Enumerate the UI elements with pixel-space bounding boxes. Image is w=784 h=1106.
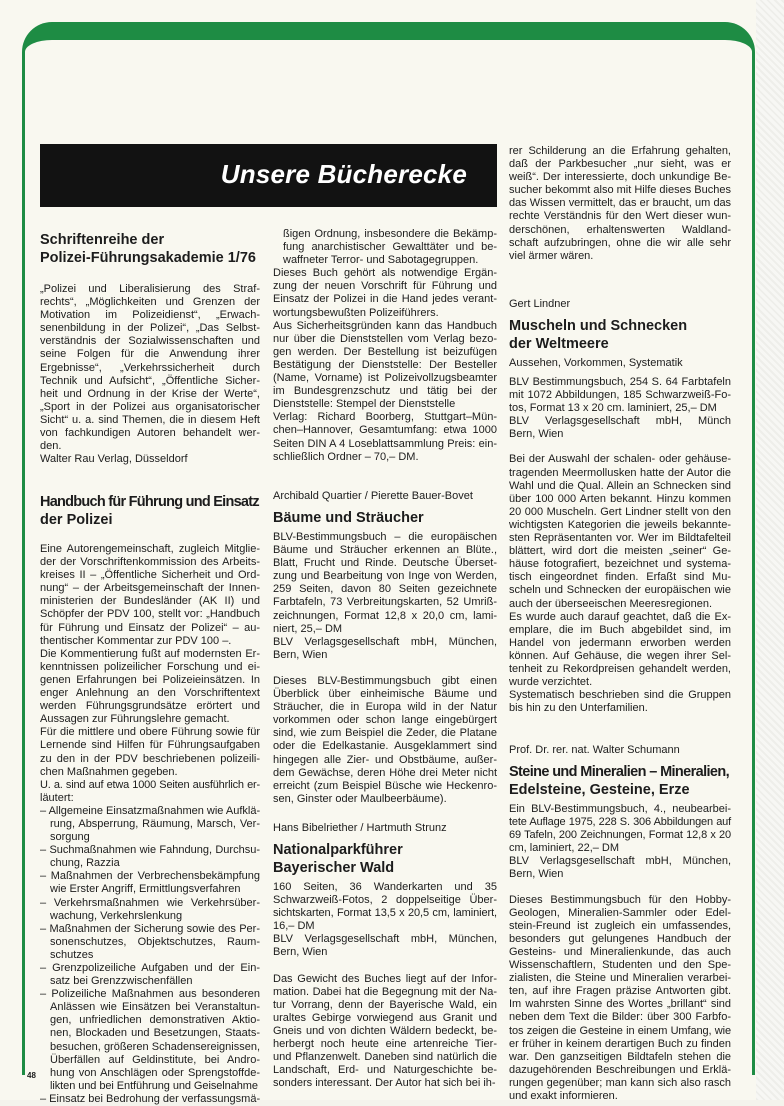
text-line: ministerien der Bundesländer (AK II) und (40, 595, 260, 608)
list-item (40, 988, 260, 1093)
text-line: Systematisch beschrieben sind die Gruppen (509, 689, 731, 702)
article-review (509, 145, 731, 263)
text-line: Gesteins- und Mineralienkunde, das auch (509, 945, 731, 958)
article-heading (509, 763, 731, 799)
text-line: tos, Format 13 x 20 cm. laminiert, 25,– DM (509, 402, 717, 415)
book-details (509, 376, 731, 415)
article-heading (509, 317, 731, 353)
page-title: Unsere Bücherecke (220, 159, 467, 189)
text-line: Wissenschaftlern, Studenten und den Spe- (509, 959, 731, 972)
article-author: Archibald Quartier / Pierette Bauer-Bovet (273, 490, 473, 502)
text-line: Blatt, Frucht und Rinde. Deutsche Überset- (273, 557, 497, 570)
text-line: oder die Edelkastanie. Ausgeklammert sind (273, 740, 497, 753)
text-line: Bestätigung der Dienststelle: Der Besteller (273, 358, 497, 371)
text-line: tete Auflage 1975, 228 S. 306 Abbildungen auf (509, 816, 731, 829)
text-line: gen werden. Der Bestellung ist beizufügen (273, 345, 497, 358)
text-line: satz bei Grenzzwischenfällen (50, 975, 193, 988)
text-line: genen Erfahrungen bei Polizeieinsätzen. In (40, 673, 260, 686)
text-line: BLV Verlagsgesellschaft mbH, München, (273, 635, 497, 648)
text-line: Das Gewicht des Buches liegt auf der Infor- (273, 972, 497, 985)
text-line: nung“ – der Arbeitsgemeinschaft der Innen- (40, 582, 260, 595)
text-line: für Führung und Einsatz der Polizei“ – au- (40, 621, 260, 634)
list-item (40, 1093, 260, 1106)
text-line: thentischer Kommentar zur PDV 100 –. (40, 634, 232, 647)
text-line: senenbildung in der Polizei“, „Das Selbst- (40, 322, 260, 335)
text-line: Verlag: Richard Boorberg, Stuttgart–Mün- (273, 411, 497, 424)
text-line: besonders gut gelungenes Handbuch der (509, 932, 731, 945)
text-line: 20 000 Muscheln. Gert Lindner stellt von den (509, 505, 731, 518)
text-line: rung, Absperrung, Räumung, Marsch, Ver- (50, 817, 260, 830)
text-line: werden Führungsgrundsätze erörtert und (40, 700, 260, 713)
list-item (40, 844, 260, 870)
text-line: Bern, Wien (273, 648, 328, 661)
book-details (509, 803, 731, 855)
text-line: chen–Hannover, Gesamtumfang: etwa 1000 (273, 424, 497, 437)
book-subtitle: Aussehen, Vorkommen, Systematik (509, 357, 683, 369)
text-line: Aussagen zur Führungslehre gemacht. (40, 713, 230, 726)
list-item (40, 923, 260, 962)
text-line: Walter Rau Verlag, Düsseldorf (40, 453, 188, 466)
text-line: verständnis der Sozialwissenschaften und (40, 335, 260, 348)
text-line: tenheit zu Rekordpreisen gehandelt werden, (509, 662, 731, 675)
heading-line: der Polizei (40, 512, 113, 528)
text-line: waffneter Terror- und Sabotagegruppen. (283, 254, 479, 267)
article-review (509, 453, 731, 610)
text-line: Dieses Buch gehört als notwendige Ergän- (273, 267, 497, 280)
text-line: gen, unfriedlichen demonstrativen Aktio- (50, 1014, 260, 1027)
text-line: rechte Verständnis für den Wert dieser wun- (509, 210, 731, 223)
heading-line: der Weltmeere (509, 336, 609, 352)
text-line: „Polizei und Liberalisierung des Straf- (40, 283, 260, 295)
text-line: Bern, Wien (509, 428, 564, 441)
text-line: über 100 000 Arten bekannt. Hinzu kommen (509, 492, 731, 505)
article-review (273, 675, 497, 806)
article-steine (509, 744, 731, 1103)
text-line: niert, 25,– DM (273, 622, 343, 635)
text-line: Gneis und von dichten Wäldern bedeckt, be- (273, 1024, 497, 1037)
text-line: – Grenzpolizeiliche Aufgaben und der Ein- (40, 962, 260, 974)
text-line: Ein BLV-Bestimmungsbuch, 4., neubearbei- (509, 803, 731, 815)
article-nationalpark-continued (509, 145, 731, 263)
text-line: erreicht (zum Beispiel Büsche wie Heckenro- (273, 779, 497, 792)
text-line: auch der überseeischen Meeresregionen. (509, 597, 713, 610)
heading-line: Handbuch für Führung und Einsatz (40, 494, 259, 510)
text-line: chung, Razzia (50, 857, 120, 870)
text-line: Einsatz der Polizei in die Hand jedes verant- (273, 293, 497, 306)
list-item (40, 897, 260, 923)
text-line: er früher in keinem derartigen Buch zu finden (509, 1037, 731, 1050)
green-frame-right (752, 70, 755, 1075)
text-line: Bei der Auswahl der schalen- oder gehäuse- (509, 453, 731, 466)
text-line: und exakt informieren. (509, 1089, 618, 1102)
text-line: „Sport in der Polizei aus organisatorischer (40, 400, 260, 413)
heading-line: Muscheln und Schnecken (509, 318, 688, 334)
article-body (40, 726, 260, 778)
article-body (40, 648, 260, 727)
text-line: sonenschutzes, Objektschutzes, Raum- (50, 935, 260, 948)
text-line: Es wurde auch darauf geachtet, daß die Ex- (509, 610, 731, 623)
topic-list (40, 805, 260, 1106)
text-line: Ergebnisse“, „Verkehrssicherheit durch (40, 361, 260, 374)
text-line: nen, Blockaden und Besetzungen, Staats- (50, 1027, 260, 1040)
text-line: tragenden Meermollusken hatte der Autor die (509, 466, 731, 479)
text-line: uraltes Gebirge vorwiegend aus Granit und (273, 1011, 497, 1024)
text-line: rechts“, „Möglichkeiten und Grenzen der (40, 296, 260, 309)
text-line: sorgung (50, 831, 90, 844)
text-line: schließlich Ordner – 70,– DM. (273, 450, 419, 463)
text-line: im Bundesgrenzschutz und tätig bei der (273, 385, 497, 398)
text-line: Schwarzweiß-Fotos, 2 doppelseitige Über- (273, 894, 497, 907)
text-line: der der Vorschriftenkommission des Arbeits- (40, 556, 260, 569)
text-line: zu den in der PDV beschriebenen polizeili- (40, 752, 260, 765)
text-line: Lernende sind Hilfen für Führungsaufgaben (40, 739, 260, 752)
text-line: 160 Seiten, 36 Wanderkarten und 35 (273, 881, 497, 893)
text-line: nur über die Dienststellen vom Verlag bezo- (273, 332, 497, 345)
green-frame-top (22, 22, 755, 82)
text-line: Überblick über einheimische Bäume und (273, 688, 497, 701)
text-line: wurde verzichtet. (509, 676, 593, 689)
book-publisher (273, 933, 497, 959)
article-muscheln (509, 298, 731, 715)
text-line: – Polizeiliche Maßnahmen aus besonderen (40, 988, 260, 1001)
article-handbuch (40, 493, 260, 1106)
text-line: mation. Dabei hat die Begegnung mit der Na- (273, 985, 497, 998)
text-line: tisch eingeordnet finden. Erfaßt sind Mu- (509, 571, 731, 584)
text-line: Aus Sicherheitsgründen kann das Handbuch (273, 319, 497, 332)
text-line: tur Vorrang, denn der Bayerische Wald, ein (273, 998, 497, 1011)
text-line: – Maßnahmen der Sicherung sowie des Per- (40, 922, 260, 935)
list-item-continued (273, 228, 497, 267)
article-heading (40, 493, 260, 529)
article-review (509, 689, 731, 715)
article-heading (273, 841, 497, 877)
text-line: und Pflanzenwelt. Daneben sind natürlich die (273, 1051, 497, 1064)
text-line: Technik und Aufsicht“, „Öffentliche Sicher- (40, 374, 260, 387)
heading-line: Polizei-Führungsakademie 1/76 (40, 250, 256, 266)
book-details (273, 881, 497, 933)
text-line: herbergt noch heute eine artenreiche Tier- (273, 1038, 497, 1051)
article-nationalpark (273, 822, 497, 1090)
text-line: viel ärmer wären. (509, 249, 594, 262)
text-line: Dienststelle: Stempel der Dienststelle (273, 398, 456, 411)
article-heading (273, 509, 497, 527)
text-line: dem Gewächse, deren Höhe drei Meter nicht (273, 766, 497, 779)
text-line: wortungsbewußten Polizeiführers. (273, 306, 439, 319)
text-line: Anlässen wie Einsätzen bei Veranstaltun- (50, 1001, 260, 1014)
text-line: BLV-Bestimmungsbuch – die europäischen (273, 531, 497, 543)
text-line: – Maßnahmen der Verbrechensbekämpfung (40, 870, 260, 883)
article-schriftenreihe (40, 231, 260, 466)
green-frame-left (22, 70, 25, 1075)
text-line: mit 1072 Abbildungen, 185 Schwarzweiß-Fo- (509, 389, 731, 402)
text-line: fung anarchistischer Gewalttäter und be- (283, 241, 497, 254)
text-line: – Allgemeine Einsatzmaßnahmen wie Aufklä- (40, 804, 261, 817)
text-line: derschönen, erhaltenswerten Waldland- (509, 223, 731, 236)
article-handbuch-continued (273, 228, 497, 464)
text-line: BLV Verlagsgesellschaft mbH, München, (273, 933, 497, 946)
text-line: 259 Seiten, davon 80 Seiten gezeichnete (273, 583, 497, 596)
text-line: likten und bei Entführung und Geiselnahme (50, 1079, 258, 1092)
text-line: hingegen alle Zier- und Obstbäume, außer- (273, 753, 497, 766)
text-line: – Verkehrsmaßnahmen wie Verkehrsüber- (40, 896, 260, 909)
heading-line: Schriftenreihe der (40, 232, 165, 248)
text-line: weiß“. Der interessierte, doch unkundige Be- (509, 171, 731, 184)
article-body (273, 411, 497, 463)
text-line: seine Folgen für die Anwendung ihrer (40, 348, 260, 361)
text-line: BLV Verlagsgesellschaft mbH, München, (509, 855, 731, 868)
text-line: wachung, Verkehrslenkung (50, 909, 183, 922)
scan-margin (756, 0, 784, 1100)
heading-line: Nationalparkführer (273, 842, 403, 858)
text-line: besuchen, größeren Schadensereignissen, (50, 1040, 260, 1053)
text-line: ßigen Ordnung, insbesondere die Bekämp- (283, 228, 497, 240)
list-item (40, 962, 260, 988)
text-line: von fachkundigen Autoren behandelt wer- (40, 427, 260, 440)
text-line: Schöpfer der PDV 100, stellt vor: „Handbuch (40, 608, 260, 621)
article-body (40, 283, 260, 453)
text-line: rer Schilderung an die Erfahrung gehalten, (509, 145, 731, 157)
text-line: chen Maßnahmen gegeben. (40, 765, 178, 778)
text-line: sichtskarten, Format 13,5 x 20,5 cm, laminiert, (273, 907, 497, 920)
text-line: Wahl und die Qual. Allein an Schnecken sind (509, 479, 731, 492)
text-line: dazugehörenden Beschreibungen und Erklä- (509, 1063, 731, 1076)
text-line: Seiten DIN A 4 Loseblattsammlung Preis: ein- (273, 437, 497, 450)
text-line: cm, laminiert, 22,– DM (509, 842, 620, 855)
text-line: Überfällen auf Geldinstitute, bei Andro- (50, 1053, 260, 1066)
text-line: sucher bekommt also mit Hilfe dieses Buches (509, 184, 731, 197)
text-line: kreises II – „Öffentliche Sicherheit und Ord- (40, 569, 260, 582)
text-line: zung der neuen Vorschrift für Führung und (273, 280, 497, 293)
heading-line: Steine und Mineralien – Mineralien, (509, 764, 729, 780)
text-line: BLV Verlagsgesellschaft mbH, Münch (509, 415, 731, 428)
text-line: Für die mittlere und obere Führung sowie für (40, 726, 260, 739)
text-line: ten, auf ihre Fragen präzise Antworten gibt. (509, 985, 731, 998)
text-line: wichtigsten Kategorien die jeweils bekannte- (509, 518, 731, 531)
text-line: schaft aufzubringen, ohne die wir alle sehr (509, 236, 731, 249)
text-line: Handel von jedermann erworben werden (509, 636, 731, 649)
text-line: Dieses Bestimmungsbuch für den Hobby- (509, 893, 731, 906)
book-publisher (509, 855, 731, 881)
text-line: Sträucher, die in Europa wild in der Natur (273, 701, 497, 714)
heading-line: Bäume und Sträucher (273, 510, 424, 526)
text-line: schutzes (50, 948, 94, 961)
text-line: U. a. sind auf etwa 1000 Seiten ausführlich er- (40, 778, 260, 791)
text-line: kenntnissen polizeilicher Forschung und ei- (40, 660, 260, 673)
article-review (509, 894, 731, 1104)
text-line: hung von Anschlägen oder Sprengstoffde- (50, 1066, 260, 1079)
text-line: (Name, Vorname) ist Polizeivollzugsbeamter (273, 372, 497, 385)
text-line: den. (40, 440, 62, 453)
book-publisher (273, 636, 497, 662)
text-line: heit und Ordnung in der Krise der Werte“, (40, 387, 260, 400)
article-publisher (40, 453, 260, 466)
text-line: Landschaft, Erd- und Naturgeschichte be- (273, 1064, 497, 1077)
text-line: sten Repräsentanten vor. Wer im Bildtafelteil (509, 532, 731, 545)
text-line: das Wissen vermittelt, das er braucht, um das (509, 197, 731, 210)
text-line: Im wahrsten Sinne des Wortes „brillant“ sind (509, 998, 731, 1011)
text-line: zeichnungen, Format 12,8 x 20,0 cm, lami- (273, 609, 497, 622)
text-line: bis hin zu den Unterfamilien. (509, 702, 648, 715)
article-body (40, 779, 260, 805)
text-line: Bern, Wien (509, 868, 564, 881)
text-line: Geologen, Mineralien-Sammler oder Edel- (509, 906, 731, 919)
text-line: Bäume und Sträucher erkennen an Blüte., (273, 544, 497, 557)
article-body (273, 267, 497, 319)
article-review (509, 611, 731, 690)
article-body (40, 543, 260, 648)
article-author: Gert Lindner (509, 298, 571, 310)
text-line: häuse fotografiert, bezeichnet und systema- (509, 558, 731, 571)
text-line: emplare, die im Buch abgebildet sind, im (509, 623, 731, 636)
text-line: Motivation im Polizeidienst“, „Erwach- (40, 309, 260, 322)
section-banner (40, 144, 497, 207)
heading-line: Bayerischer Wald (273, 860, 395, 876)
text-line: enger Anlehnung an den Vorschriftentext (40, 687, 260, 700)
text-line: BLV Bestimmungsbuch, 254 S. 64 Farbtafeln (509, 376, 731, 388)
text-line: 69 Tafeln, 200 Zeichnungen, Format 12,8 x 20 (509, 829, 731, 842)
text-line: Sicht“ u. a. sind Themen, die in diesem Heft (40, 413, 260, 426)
text-line: – Einsatz bei Bedrohung der verfassungsmä- (40, 1092, 261, 1105)
text-line: Farbtafeln, 73 Verbreitungskarten, 52 Umriß- (273, 596, 497, 609)
text-line: neben dem Text die Bilder: über 300 Farbfo- (509, 1011, 731, 1024)
text-line: Bern, Wien (273, 946, 328, 959)
text-line: scheln und Schnecken der europäischen wie (509, 584, 731, 597)
text-line: – Suchmaßnahmen wie Fahndung, Durchsu- (40, 844, 260, 857)
text-line: tos zeigen die Gesteine in einem Umfang, wie (509, 1024, 731, 1037)
list-item (40, 805, 260, 844)
article-heading (40, 231, 260, 267)
text-line: Dieses BLV-Bestimmungsbuch gibt einen (273, 674, 497, 687)
list-item (40, 870, 260, 896)
text-line: läutert: (40, 791, 74, 804)
text-line: sen, Ginster oder Maulbeerbäume). (273, 792, 447, 805)
text-line: stein-Freund ist zugleich ein umfassendes, (509, 919, 731, 932)
article-review (273, 973, 497, 1091)
text-line: Die Kommentierung fußt auf modernsten Er- (40, 647, 260, 660)
text-line: sonders interessant. Der Autor hat sich bei ih- (273, 1077, 496, 1090)
book-publisher (509, 415, 731, 441)
text-line: zung und Bearbeitung von Inge von Werden, (273, 570, 497, 583)
page-number: 48 (27, 1071, 36, 1080)
text-line: rungen gegenüber; man kann sich also rasch (509, 1076, 731, 1089)
text-line: 16,– DM (273, 920, 315, 933)
article-body (273, 320, 497, 412)
text-line: Eine Autorengemeinschaft, zugleich Mitglie- (40, 543, 260, 555)
book-details (273, 531, 497, 636)
text-line: war. Den ganzseitigen Bildtafeln stehen die (509, 1050, 731, 1063)
text-line: vorkommen oder schon lange eingebürgert (273, 714, 497, 727)
text-line: zialisten, die Steine und Mineralien verarbei- (509, 972, 731, 985)
text-line: können. Auf Gehäuse, die wegen ihrer Sel- (509, 649, 731, 662)
article-baeume (273, 490, 497, 806)
heading-line: Edelsteine, Gesteine, Erze (509, 782, 690, 798)
text-line: wie Erster Angriff, Ermittlungsverfahren (50, 883, 241, 896)
text-line: blättert, wird dort die meisten „seiner“ Ge- (509, 545, 731, 558)
article-author: Hans Bibelriether / Hartmuth Strunz (273, 822, 447, 834)
article-author: Prof. Dr. rer. nat. Walter Schumann (509, 744, 680, 756)
text-line: sind, wie zum Beispiel die Zeder, die Platane (273, 727, 497, 740)
text-line: daß der Parkbesucher „nur sieht, was er (509, 158, 731, 171)
